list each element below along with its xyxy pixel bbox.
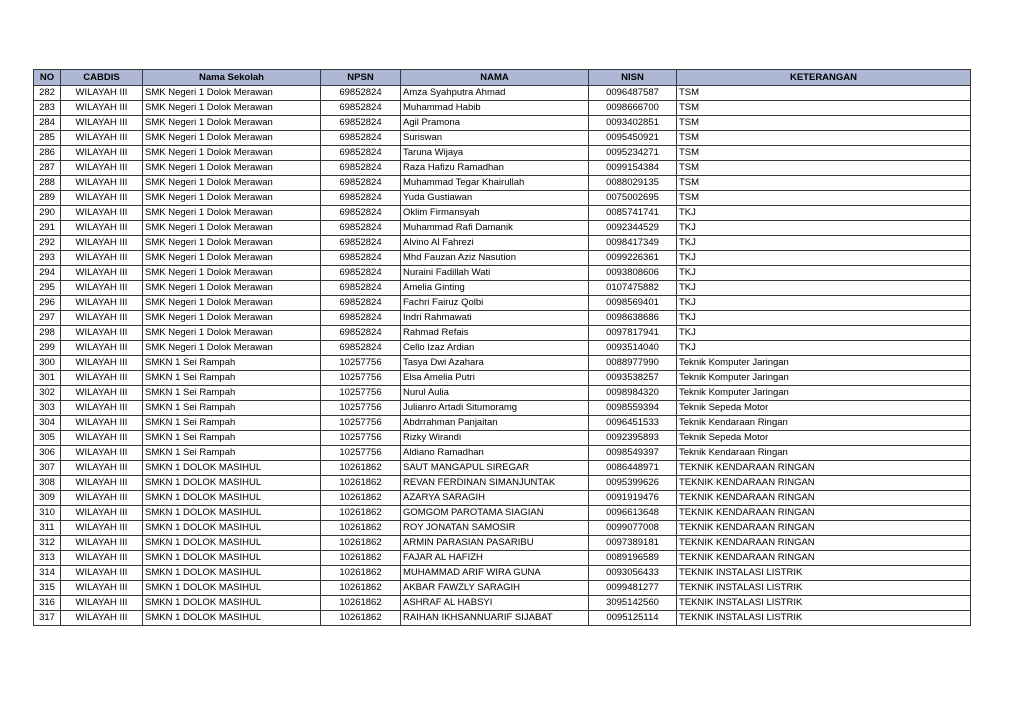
cell-nisn: 0093056433 bbox=[589, 566, 677, 581]
cell-npsn: 69852824 bbox=[321, 101, 401, 116]
cell-no: 302 bbox=[34, 386, 61, 401]
table-row bbox=[34, 611, 971, 626]
cell-nama: Indri Rahmawati bbox=[401, 311, 589, 326]
cell-nama-sekolah: SMK Negeri 1 Dolok Merawan bbox=[143, 191, 321, 206]
cell-nama: AKBAR FAWZLY SARAGIH bbox=[401, 581, 589, 596]
cell-nisn: 0085741741 bbox=[589, 206, 677, 221]
cell-no: 298 bbox=[34, 326, 61, 341]
cell-no: 315 bbox=[34, 581, 61, 596]
cell-nama: Tasya Dwi Azahara bbox=[401, 356, 589, 371]
table-row bbox=[34, 221, 971, 236]
cell-keterangan: Teknik Sepeda Motor bbox=[677, 431, 971, 446]
table-row bbox=[34, 161, 971, 176]
cell-cabdis: WILAYAH III bbox=[61, 581, 143, 596]
table-row bbox=[34, 386, 971, 401]
cell-nama: Agil Pramona bbox=[401, 116, 589, 131]
cell-nisn: 0097389181 bbox=[589, 536, 677, 551]
table-row bbox=[34, 566, 971, 581]
cell-nama-sekolah: SMK Negeri 1 Dolok Merawan bbox=[143, 251, 321, 266]
cell-keterangan: TEKNIK INSTALASI LISTRIK bbox=[677, 566, 971, 581]
cell-nama-sekolah: SMKN 1 DOLOK MASIHUL bbox=[143, 521, 321, 536]
cell-npsn: 69852824 bbox=[321, 206, 401, 221]
cell-keterangan: TSM bbox=[677, 161, 971, 176]
table-row bbox=[34, 191, 971, 206]
table-row bbox=[34, 476, 971, 491]
cell-nama: Amelia Ginting bbox=[401, 281, 589, 296]
cell-no: 285 bbox=[34, 131, 61, 146]
cell-no: 307 bbox=[34, 461, 61, 476]
cell-keterangan: TKJ bbox=[677, 281, 971, 296]
cell-no: 301 bbox=[34, 371, 61, 386]
cell-cabdis: WILAYAH III bbox=[61, 176, 143, 191]
cell-npsn: 10261862 bbox=[321, 491, 401, 506]
cell-nama: AZARYA SARAGIH bbox=[401, 491, 589, 506]
cell-npsn: 10261862 bbox=[321, 596, 401, 611]
cell-nama: ASHRAF AL HABSYI bbox=[401, 596, 589, 611]
cell-nisn: 0099226361 bbox=[589, 251, 677, 266]
cell-nama-sekolah: SMKN 1 DOLOK MASIHUL bbox=[143, 491, 321, 506]
cell-keterangan: TEKNIK KENDARAAN RINGAN bbox=[677, 536, 971, 551]
cell-nisn: 0107475882 bbox=[589, 281, 677, 296]
cell-npsn: 69852824 bbox=[321, 326, 401, 341]
table-row bbox=[34, 296, 971, 311]
cell-no: 290 bbox=[34, 206, 61, 221]
cell-keterangan: Teknik Kendaraan Ringan bbox=[677, 416, 971, 431]
cell-cabdis: WILAYAH III bbox=[61, 446, 143, 461]
cell-nama: Rizky Wirandi bbox=[401, 431, 589, 446]
cell-cabdis: WILAYAH III bbox=[61, 131, 143, 146]
cell-nisn: 0075002695 bbox=[589, 191, 677, 206]
cell-keterangan: TSM bbox=[677, 86, 971, 101]
cell-keterangan: TSM bbox=[677, 146, 971, 161]
cell-nama-sekolah: SMK Negeri 1 Dolok Merawan bbox=[143, 116, 321, 131]
cell-nama-sekolah: SMKN 1 Sei Rampah bbox=[143, 446, 321, 461]
cell-no: 305 bbox=[34, 431, 61, 446]
cell-npsn: 10257756 bbox=[321, 356, 401, 371]
cell-cabdis: WILAYAH III bbox=[61, 116, 143, 131]
cell-npsn: 10261862 bbox=[321, 566, 401, 581]
cell-no: 288 bbox=[34, 176, 61, 191]
cell-nama: GOMGOM PAROTAMA SIAGIAN bbox=[401, 506, 589, 521]
cell-nisn: 0095234271 bbox=[589, 146, 677, 161]
table-row bbox=[34, 401, 971, 416]
cell-keterangan: Teknik Kendaraan Ringan bbox=[677, 446, 971, 461]
cell-npsn: 10261862 bbox=[321, 461, 401, 476]
cell-nisn: 0089196589 bbox=[589, 551, 677, 566]
cell-nama-sekolah: SMK Negeri 1 Dolok Merawan bbox=[143, 311, 321, 326]
cell-npsn: 10257756 bbox=[321, 371, 401, 386]
cell-cabdis: WILAYAH III bbox=[61, 536, 143, 551]
header-keterangan: KETERANGAN bbox=[677, 70, 971, 86]
cell-nama-sekolah: SMK Negeri 1 Dolok Merawan bbox=[143, 206, 321, 221]
table-row bbox=[34, 446, 971, 461]
cell-nama: REVAN FERDINAN SIMANJUNTAK bbox=[401, 476, 589, 491]
table-row bbox=[34, 266, 971, 281]
cell-nama: ARMIN PARASIAN PASARIBU bbox=[401, 536, 589, 551]
cell-cabdis: WILAYAH III bbox=[61, 341, 143, 356]
cell-no: 317 bbox=[34, 611, 61, 626]
cell-no: 282 bbox=[34, 86, 61, 101]
cell-nama: MUHAMMAD ARIF WIRA GUNA bbox=[401, 566, 589, 581]
cell-nisn: 0098559394 bbox=[589, 401, 677, 416]
cell-no: 313 bbox=[34, 551, 61, 566]
cell-nama: Cello Izaz Ardian bbox=[401, 341, 589, 356]
cell-nama: Fachri Fairuz Qolbi bbox=[401, 296, 589, 311]
cell-keterangan: TEKNIK KENDARAAN RINGAN bbox=[677, 521, 971, 536]
cell-nisn: 0088977990 bbox=[589, 356, 677, 371]
cell-nama-sekolah: SMKN 1 Sei Rampah bbox=[143, 431, 321, 446]
cell-cabdis: WILAYAH III bbox=[61, 101, 143, 116]
cell-nisn: 0095450921 bbox=[589, 131, 677, 146]
cell-keterangan: TSM bbox=[677, 116, 971, 131]
cell-keterangan: Teknik Komputer Jaringan bbox=[677, 371, 971, 386]
cell-nisn: 0093514040 bbox=[589, 341, 677, 356]
cell-keterangan: TEKNIK KENDARAAN RINGAN bbox=[677, 491, 971, 506]
cell-nisn: 0093402851 bbox=[589, 116, 677, 131]
cell-keterangan: TKJ bbox=[677, 206, 971, 221]
cell-nisn: 0099481277 bbox=[589, 581, 677, 596]
cell-npsn: 69852824 bbox=[321, 266, 401, 281]
cell-nama-sekolah: SMKN 1 Sei Rampah bbox=[143, 401, 321, 416]
cell-keterangan: TKJ bbox=[677, 341, 971, 356]
cell-nisn: 0098638686 bbox=[589, 311, 677, 326]
cell-nama-sekolah: SMKN 1 DOLOK MASIHUL bbox=[143, 566, 321, 581]
cell-npsn: 69852824 bbox=[321, 131, 401, 146]
cell-npsn: 69852824 bbox=[321, 251, 401, 266]
cell-npsn: 10257756 bbox=[321, 431, 401, 446]
cell-nama-sekolah: SMK Negeri 1 Dolok Merawan bbox=[143, 101, 321, 116]
cell-cabdis: WILAYAH III bbox=[61, 206, 143, 221]
cell-nama: Julianro Artadi Situmoramg bbox=[401, 401, 589, 416]
cell-cabdis: WILAYAH III bbox=[61, 566, 143, 581]
cell-keterangan: TEKNIK KENDARAAN RINGAN bbox=[677, 476, 971, 491]
cell-no: 284 bbox=[34, 116, 61, 131]
cell-no: 292 bbox=[34, 236, 61, 251]
cell-cabdis: WILAYAH III bbox=[61, 521, 143, 536]
cell-npsn: 10261862 bbox=[321, 536, 401, 551]
cell-nisn: 0091919476 bbox=[589, 491, 677, 506]
student-table-container bbox=[33, 69, 970, 626]
table-row bbox=[34, 416, 971, 431]
cell-nama-sekolah: SMK Negeri 1 Dolok Merawan bbox=[143, 281, 321, 296]
cell-keterangan: TKJ bbox=[677, 311, 971, 326]
cell-nama-sekolah: SMKN 1 DOLOK MASIHUL bbox=[143, 551, 321, 566]
cell-nisn: 0098984320 bbox=[589, 386, 677, 401]
cell-cabdis: WILAYAH III bbox=[61, 146, 143, 161]
cell-nama-sekolah: SMK Negeri 1 Dolok Merawan bbox=[143, 176, 321, 191]
cell-no: 303 bbox=[34, 401, 61, 416]
cell-no: 297 bbox=[34, 311, 61, 326]
cell-nama: Aldiano Ramadhan bbox=[401, 446, 589, 461]
table-row bbox=[34, 86, 971, 101]
cell-nisn: 0095399626 bbox=[589, 476, 677, 491]
cell-no: 296 bbox=[34, 296, 61, 311]
cell-keterangan: TKJ bbox=[677, 296, 971, 311]
cell-npsn: 69852824 bbox=[321, 311, 401, 326]
table-row bbox=[34, 251, 971, 266]
cell-nisn: 0086448971 bbox=[589, 461, 677, 476]
cell-keterangan: TKJ bbox=[677, 266, 971, 281]
cell-keterangan: TKJ bbox=[677, 326, 971, 341]
cell-keterangan: TEKNIK INSTALASI LISTRIK bbox=[677, 581, 971, 596]
cell-cabdis: WILAYAH III bbox=[61, 506, 143, 521]
cell-npsn: 69852824 bbox=[321, 161, 401, 176]
table-row bbox=[34, 326, 971, 341]
cell-nama-sekolah: SMKN 1 Sei Rampah bbox=[143, 416, 321, 431]
table-row bbox=[34, 146, 971, 161]
cell-no: 300 bbox=[34, 356, 61, 371]
cell-nama-sekolah: SMK Negeri 1 Dolok Merawan bbox=[143, 236, 321, 251]
table-row bbox=[34, 371, 971, 386]
cell-nama: Nuraini Fadillah Wati bbox=[401, 266, 589, 281]
cell-no: 299 bbox=[34, 341, 61, 356]
cell-nama: Yuda Gustiawan bbox=[401, 191, 589, 206]
cell-cabdis: WILAYAH III bbox=[61, 191, 143, 206]
cell-nama: Amza Syahputra Ahmad bbox=[401, 86, 589, 101]
cell-nama-sekolah: SMK Negeri 1 Dolok Merawan bbox=[143, 221, 321, 236]
cell-no: 306 bbox=[34, 446, 61, 461]
cell-keterangan: TSM bbox=[677, 191, 971, 206]
cell-keterangan: TKJ bbox=[677, 251, 971, 266]
cell-keterangan: TKJ bbox=[677, 221, 971, 236]
cell-cabdis: WILAYAH III bbox=[61, 386, 143, 401]
cell-keterangan: TSM bbox=[677, 101, 971, 116]
cell-cabdis: WILAYAH III bbox=[61, 416, 143, 431]
cell-npsn: 10261862 bbox=[321, 581, 401, 596]
table-row bbox=[34, 536, 971, 551]
cell-keterangan: TSM bbox=[677, 131, 971, 146]
cell-keterangan: TSM bbox=[677, 176, 971, 191]
cell-nisn: 0098549397 bbox=[589, 446, 677, 461]
cell-nisn: 0088029135 bbox=[589, 176, 677, 191]
table-row bbox=[34, 551, 971, 566]
cell-nama-sekolah: SMKN 1 DOLOK MASIHUL bbox=[143, 506, 321, 521]
cell-nisn: 0099077008 bbox=[589, 521, 677, 536]
cell-nama-sekolah: SMK Negeri 1 Dolok Merawan bbox=[143, 146, 321, 161]
cell-npsn: 10261862 bbox=[321, 476, 401, 491]
cell-keterangan: TEKNIK INSTALASI LISTRIK bbox=[677, 611, 971, 626]
table-row bbox=[34, 431, 971, 446]
table-row bbox=[34, 506, 971, 521]
cell-npsn: 69852824 bbox=[321, 296, 401, 311]
cell-cabdis: WILAYAH III bbox=[61, 251, 143, 266]
table-row bbox=[34, 581, 971, 596]
cell-npsn: 10257756 bbox=[321, 401, 401, 416]
cell-nisn: 0098417349 bbox=[589, 236, 677, 251]
cell-nisn: 0098666700 bbox=[589, 101, 677, 116]
cell-no: 294 bbox=[34, 266, 61, 281]
cell-npsn: 10257756 bbox=[321, 446, 401, 461]
cell-nama: Oklim Firmansyah bbox=[401, 206, 589, 221]
cell-cabdis: WILAYAH III bbox=[61, 431, 143, 446]
cell-cabdis: WILAYAH III bbox=[61, 356, 143, 371]
table-row bbox=[34, 281, 971, 296]
cell-nama-sekolah: SMK Negeri 1 Dolok Merawan bbox=[143, 341, 321, 356]
cell-no: 309 bbox=[34, 491, 61, 506]
cell-nama-sekolah: SMKN 1 Sei Rampah bbox=[143, 386, 321, 401]
cell-nama-sekolah: SMKN 1 DOLOK MASIHUL bbox=[143, 611, 321, 626]
cell-no: 291 bbox=[34, 221, 61, 236]
header-nama-sekolah: Nama Sekolah bbox=[143, 70, 321, 86]
cell-cabdis: WILAYAH III bbox=[61, 296, 143, 311]
cell-nama: Mhd Fauzan Aziz Nasution bbox=[401, 251, 589, 266]
cell-nama-sekolah: SMKN 1 DOLOK MASIHUL bbox=[143, 581, 321, 596]
cell-nama-sekolah: SMKN 1 Sei Rampah bbox=[143, 356, 321, 371]
cell-keterangan: Teknik Komputer Jaringan bbox=[677, 356, 971, 371]
cell-nama: Rahmad Refais bbox=[401, 326, 589, 341]
cell-nama-sekolah: SMKN 1 DOLOK MASIHUL bbox=[143, 536, 321, 551]
cell-nisn: 0092344529 bbox=[589, 221, 677, 236]
cell-npsn: 10261862 bbox=[321, 521, 401, 536]
cell-no: 312 bbox=[34, 536, 61, 551]
cell-cabdis: WILAYAH III bbox=[61, 596, 143, 611]
cell-no: 314 bbox=[34, 566, 61, 581]
table-row bbox=[34, 236, 971, 251]
cell-nama-sekolah: SMK Negeri 1 Dolok Merawan bbox=[143, 326, 321, 341]
cell-nama-sekolah: SMKN 1 Sei Rampah bbox=[143, 371, 321, 386]
cell-cabdis: WILAYAH III bbox=[61, 221, 143, 236]
cell-no: 293 bbox=[34, 251, 61, 266]
cell-nama: Suriswan bbox=[401, 131, 589, 146]
cell-cabdis: WILAYAH III bbox=[61, 476, 143, 491]
cell-nisn: 3095142560 bbox=[589, 596, 677, 611]
table-row bbox=[34, 491, 971, 506]
cell-no: 289 bbox=[34, 191, 61, 206]
cell-cabdis: WILAYAH III bbox=[61, 551, 143, 566]
cell-nama: ROY JONATAN SAMOSIR bbox=[401, 521, 589, 536]
table-row bbox=[34, 176, 971, 191]
cell-nama: FAJAR AL HAFIZH bbox=[401, 551, 589, 566]
cell-cabdis: WILAYAH III bbox=[61, 611, 143, 626]
cell-nisn: 0098569401 bbox=[589, 296, 677, 311]
cell-nisn: 0096451533 bbox=[589, 416, 677, 431]
cell-cabdis: WILAYAH III bbox=[61, 161, 143, 176]
header-nama: NAMA bbox=[401, 70, 589, 86]
cell-nisn: 0095125114 bbox=[589, 611, 677, 626]
table-row bbox=[34, 596, 971, 611]
cell-cabdis: WILAYAH III bbox=[61, 371, 143, 386]
cell-nama-sekolah: SMK Negeri 1 Dolok Merawan bbox=[143, 131, 321, 146]
cell-npsn: 10261862 bbox=[321, 506, 401, 521]
cell-no: 316 bbox=[34, 596, 61, 611]
cell-nama: Alvino Al Fahrezi bbox=[401, 236, 589, 251]
cell-no: 295 bbox=[34, 281, 61, 296]
cell-no: 283 bbox=[34, 101, 61, 116]
cell-nisn: 0096613648 bbox=[589, 506, 677, 521]
cell-nama: Muhammad Habib bbox=[401, 101, 589, 116]
cell-nisn: 0096487587 bbox=[589, 86, 677, 101]
cell-nama: Abdrrahman Panjaitan bbox=[401, 416, 589, 431]
header-no: NO bbox=[34, 70, 61, 86]
cell-npsn: 69852824 bbox=[321, 221, 401, 236]
cell-keterangan: TEKNIK KENDARAAN RINGAN bbox=[677, 461, 971, 476]
table-body bbox=[34, 86, 971, 626]
cell-nama: RAIHAN IKHSANNUARIF SIJABAT bbox=[401, 611, 589, 626]
cell-nisn: 0093538257 bbox=[589, 371, 677, 386]
cell-nama: Raza Hafizu Ramadhan bbox=[401, 161, 589, 176]
cell-cabdis: WILAYAH III bbox=[61, 491, 143, 506]
cell-nisn: 0099154384 bbox=[589, 161, 677, 176]
cell-nama: Taruna Wijaya bbox=[401, 146, 589, 161]
header-npsn: NPSN bbox=[321, 70, 401, 86]
cell-npsn: 69852824 bbox=[321, 191, 401, 206]
cell-keterangan: TEKNIK INSTALASI LISTRIK bbox=[677, 596, 971, 611]
table-row bbox=[34, 131, 971, 146]
cell-nama: Elsa Amelia Putri bbox=[401, 371, 589, 386]
cell-nama-sekolah: SMK Negeri 1 Dolok Merawan bbox=[143, 296, 321, 311]
cell-cabdis: WILAYAH III bbox=[61, 86, 143, 101]
cell-keterangan: Teknik Komputer Jaringan bbox=[677, 386, 971, 401]
cell-keterangan: Teknik Sepeda Motor bbox=[677, 401, 971, 416]
cell-npsn: 69852824 bbox=[321, 281, 401, 296]
table-row bbox=[34, 206, 971, 221]
cell-nisn: 0097817941 bbox=[589, 326, 677, 341]
cell-cabdis: WILAYAH III bbox=[61, 311, 143, 326]
cell-npsn: 10257756 bbox=[321, 416, 401, 431]
cell-npsn: 69852824 bbox=[321, 341, 401, 356]
cell-npsn: 69852824 bbox=[321, 86, 401, 101]
cell-no: 311 bbox=[34, 521, 61, 536]
table-header-row bbox=[34, 70, 971, 86]
cell-npsn: 10261862 bbox=[321, 611, 401, 626]
table-row bbox=[34, 356, 971, 371]
cell-cabdis: WILAYAH III bbox=[61, 281, 143, 296]
cell-npsn: 69852824 bbox=[321, 116, 401, 131]
cell-keterangan: TKJ bbox=[677, 236, 971, 251]
table-row bbox=[34, 311, 971, 326]
cell-nama-sekolah: SMK Negeri 1 Dolok Merawan bbox=[143, 161, 321, 176]
cell-nama-sekolah: SMKN 1 DOLOK MASIHUL bbox=[143, 596, 321, 611]
cell-no: 308 bbox=[34, 476, 61, 491]
cell-npsn: 69852824 bbox=[321, 236, 401, 251]
cell-no: 310 bbox=[34, 506, 61, 521]
cell-nama-sekolah: SMK Negeri 1 Dolok Merawan bbox=[143, 266, 321, 281]
header-cabdis: CABDIS bbox=[61, 70, 143, 86]
cell-keterangan: TEKNIK KENDARAAN RINGAN bbox=[677, 551, 971, 566]
cell-nama-sekolah: SMKN 1 DOLOK MASIHUL bbox=[143, 461, 321, 476]
cell-nama-sekolah: SMK Negeri 1 Dolok Merawan bbox=[143, 86, 321, 101]
cell-cabdis: WILAYAH III bbox=[61, 461, 143, 476]
cell-no: 286 bbox=[34, 146, 61, 161]
cell-nama: SAUT MANGAPUL SIREGAR bbox=[401, 461, 589, 476]
cell-keterangan: TEKNIK KENDARAAN RINGAN bbox=[677, 506, 971, 521]
cell-npsn: 69852824 bbox=[321, 176, 401, 191]
cell-cabdis: WILAYAH III bbox=[61, 401, 143, 416]
cell-npsn: 10261862 bbox=[321, 551, 401, 566]
cell-npsn: 10257756 bbox=[321, 386, 401, 401]
cell-no: 304 bbox=[34, 416, 61, 431]
table-row bbox=[34, 116, 971, 131]
student-table bbox=[33, 69, 971, 626]
table-row bbox=[34, 341, 971, 356]
table-row bbox=[34, 461, 971, 476]
cell-nama: Nurul Aulia bbox=[401, 386, 589, 401]
cell-npsn: 69852824 bbox=[321, 146, 401, 161]
cell-nama: Muhammad Tegar Khairullah bbox=[401, 176, 589, 191]
cell-nisn: 0093808606 bbox=[589, 266, 677, 281]
cell-cabdis: WILAYAH III bbox=[61, 236, 143, 251]
header-nisn: NISN bbox=[589, 70, 677, 86]
cell-cabdis: WILAYAH III bbox=[61, 326, 143, 341]
cell-cabdis: WILAYAH III bbox=[61, 266, 143, 281]
cell-nama: Muhammad Rafi Damanik bbox=[401, 221, 589, 236]
table-row bbox=[34, 521, 971, 536]
cell-nama-sekolah: SMKN 1 DOLOK MASIHUL bbox=[143, 476, 321, 491]
table-row bbox=[34, 101, 971, 116]
cell-nisn: 0092395893 bbox=[589, 431, 677, 446]
cell-no: 287 bbox=[34, 161, 61, 176]
